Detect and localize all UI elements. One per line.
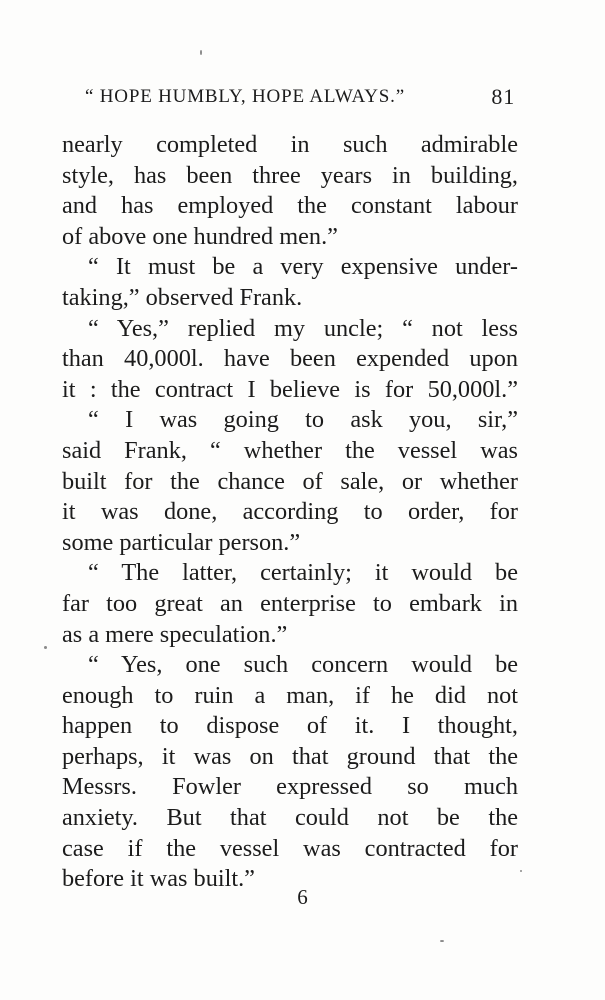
text-line: taking,” observed Frank. bbox=[62, 283, 303, 311]
text-line: before it was built.” bbox=[62, 865, 255, 893]
text-line: as a mere speculation.” bbox=[62, 620, 288, 648]
running-header bbox=[85, 86, 515, 114]
text-line: case if the vessel was contracted for bbox=[62, 834, 518, 862]
body-text bbox=[62, 130, 518, 895]
text-line: “ Yes,” replied my uncle; “ not less bbox=[88, 314, 518, 342]
text-line: far too great an enterprise to embark in bbox=[62, 589, 518, 617]
text-line: happen to dispose of it. I thought, bbox=[62, 712, 518, 740]
page-number: 81 bbox=[491, 84, 515, 109]
signature-mark: 6 bbox=[297, 885, 308, 909]
text-line: and has employed the constant labour bbox=[62, 192, 518, 220]
text-line: perhaps, it was on that ground that the bbox=[62, 742, 518, 770]
text-line: said Frank, “ whether the vessel was bbox=[62, 436, 518, 464]
text-line: “ The latter, certainly; it would be bbox=[88, 559, 518, 587]
text-line: it : the contract I believe is for 50,000l.” bbox=[62, 375, 518, 403]
text-line: anxiety. But that could not be the bbox=[62, 804, 518, 832]
paper-speck bbox=[44, 646, 47, 649]
text-line: style, has been three years in building, bbox=[62, 161, 518, 189]
text-line: Messrs. Fowler expressed so much bbox=[62, 773, 518, 801]
text-line: “ I was going to ask you, sir,” bbox=[88, 406, 518, 434]
text-line: built for the chance of sale, or whether bbox=[62, 467, 518, 495]
text-line: it was done, according to order, for bbox=[62, 498, 518, 526]
text-line: nearly completed in such admirable bbox=[62, 131, 518, 158]
text-line: “ Yes, one such concern would be bbox=[88, 651, 518, 679]
text-line: “ It must be a very expensive under- bbox=[88, 253, 518, 281]
paper-speck bbox=[520, 870, 522, 872]
text-line: enough to ruin a man, if he did not bbox=[62, 681, 518, 709]
text-line: than 40,000l. have been expended upon bbox=[62, 345, 518, 373]
running-title: “ HOPE HUMBLY, HOPE ALWAYS.” bbox=[85, 86, 405, 107]
text-line: some particular person.” bbox=[62, 528, 301, 556]
paper-speck bbox=[440, 940, 444, 942]
paper-speck bbox=[200, 50, 202, 55]
text-line: of above one hundred men.” bbox=[62, 222, 338, 250]
